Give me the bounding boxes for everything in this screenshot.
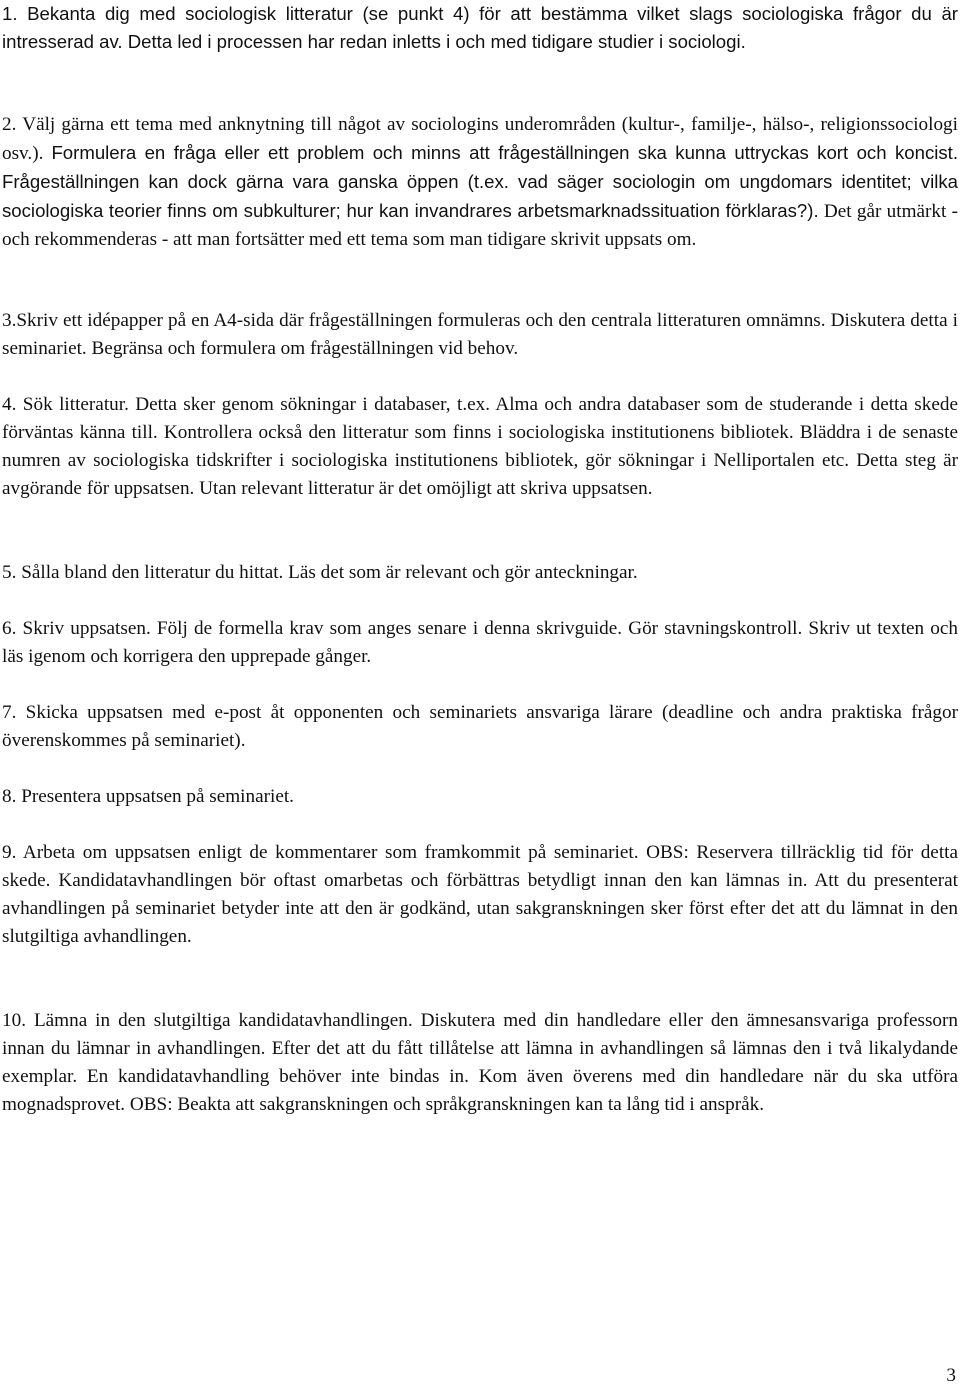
paragraph-2-part-4: Det går utmärkt - och rekommenderas - att man fortsätter med ett tema som man tidigare skrivit uppsats om. — [2, 201, 959, 250]
page-number: 3 — [946, 1365, 956, 1386]
paragraph-4: 4. Sök litteratur. Detta sker genom sökningar i databaser, t.ex. Alma och andra databaser som de studerande i detta skede förväntas känna till. Kontrollera också den litteratur som finns i sociologiska institutionens bibliotek. Bläddra i de senaste numren av sociologiska tidskrifter i sociologiska institutionens bibliotek, gör sökningar i Nelliportalen etc. Detta steg är avgörande för uppsatsen. Utan relevant litteratur är det omöjligt att skriva uppsatsen. — [2, 394, 958, 499]
paragraph-3: 3.Skriv ett idépapper på en A4-sida där frågeställningen formuleras och den centrala litteraturen omnämns. Diskutera detta i seminariet. Begränsa och formulera om frågeställningen vid behov. — [2, 310, 958, 359]
paragraph-7: 7. Skicka uppsatsen med e-post åt opponenten och seminariets ansvariga lärare (deadline och andra praktiska frågor överenskommes på seminariet). — [2, 702, 958, 751]
paragraph-2-part-3: Frågeställningen kan dock gärna vara ganska öppen (t.ex. vad säger sociologin om ungdomars identitet; vilka sociologiska teorier finns om subkulturer; hur kan invandrares arbetsmarknadssituation förklaras?). — [2, 171, 958, 221]
paragraph-2-part-1: 2. Välj gärna ett tema med anknytning till något av sociologins underområden (kultur-, familje-, hälso-, religionssociologi osv.). — [2, 114, 958, 164]
paragraph-2 — [2, 111, 958, 254]
paragraph-2-part-2: Formulera en fråga eller ett problem och minns att frågeställningen ska kunna uttryckas kort och koncist. — [51, 142, 958, 163]
paragraph-10: 10. Lämna in den slutgiltiga kandidatavhandlingen. Diskutera med din handledare eller den ämnesansvariga professorn innan du lämnar in avhandlingen. Efter det att du fått tillåtelse att lämna in avhandlingen så lämnas den i två likalydande exemplar. En kandidatavhandling behöver inte bindas in. Kom även överens med din handledare när du ska utföra mognadsprovet. OBS: Beakta att sakgranskningen och språkgranskningen kan ta lång tid i anspråk. — [2, 1010, 958, 1115]
paragraph-5: 5. Sålla bland den litteratur du hittat. Läs det som är relevant och gör anteckningar. — [2, 562, 638, 583]
paragraph-9: 9. Arbeta om uppsatsen enligt de kommentarer som framkommit på seminariet. OBS: Reservera tillräcklig tid för detta skede. Kandidatavhandlingen bör oftast omarbetas och förbättras betydligt innan den kan lämnas in. Att du presenterat avhandlingen på seminariet betyder inte att den är godkänd, utan sakgranskningen sker först efter det att du lämnat in den slutgiltiga avhandlingen. — [2, 842, 958, 947]
paragraph-1: 1. Bekanta dig med sociologisk litteratur (se punkt 4) för att bestämma vilket slags sociologiska frågor du är intresserad av. Detta led i processen har redan inletts i och med tidigare studier i sociologi. — [2, 3, 958, 52]
paragraph-6: 6. Skriv uppsatsen. Följ de formella krav som anges senare i denna skrivguide. Gör stavningskontroll. Skriv ut texten och läs igenom och korrigera den upprepade gånger. — [2, 618, 958, 667]
paragraph-8: 8. Presentera uppsatsen på seminariet. — [2, 786, 294, 807]
